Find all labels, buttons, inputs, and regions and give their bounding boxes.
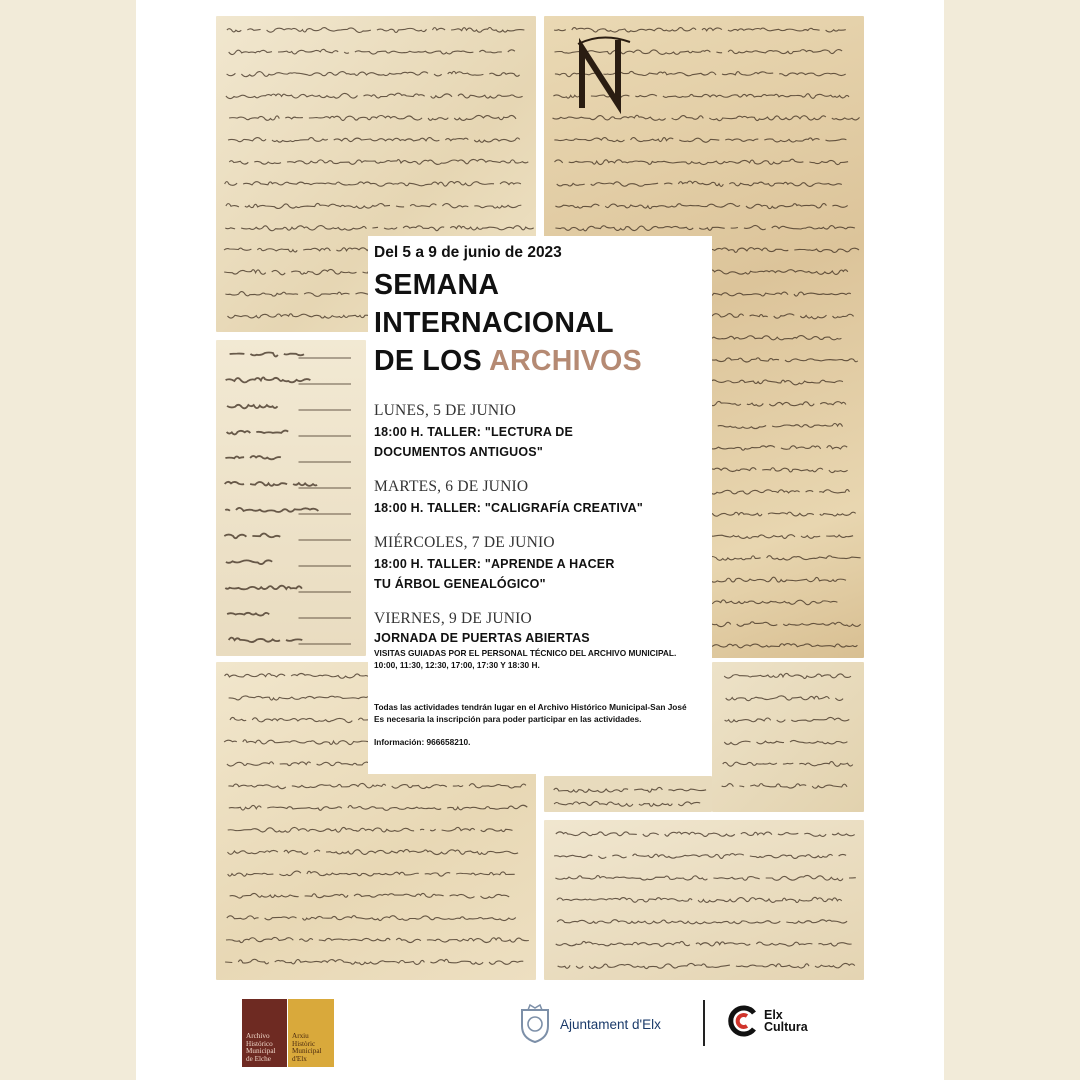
illuminated-initial (572, 28, 642, 118)
handwriting-stroke (555, 159, 855, 164)
handwriting-stroke (225, 181, 521, 186)
handwriting-stroke (554, 787, 706, 792)
archivo-logo-va (288, 999, 334, 1067)
schedule-activity (374, 498, 706, 518)
handwriting-stroke (554, 801, 700, 806)
archivo-historico-logo (242, 999, 334, 1067)
handwriting-stroke (225, 226, 533, 231)
handwriting-stroke (724, 740, 853, 744)
manuscript-image-ledger (216, 340, 366, 656)
handwriting-stroke (726, 696, 843, 701)
handwriting-stroke (557, 181, 848, 186)
detail-line: VISITAS GUIADAS POR EL PERSONAL TÉCNICO DEL ARCHIVO MUNICIPAL. (374, 648, 677, 658)
handwriting-stroke (228, 783, 526, 788)
logo-text: Elx (764, 1008, 783, 1022)
activity-line: DOCUMENTOS ANTIGUOS" (374, 445, 543, 459)
handwriting-stroke (226, 203, 521, 208)
handwriting-stroke (226, 937, 529, 942)
handwriting-stroke (556, 941, 858, 946)
handwriting-stroke (225, 586, 302, 590)
handwriting-stroke (723, 762, 853, 767)
handwriting-stroke (225, 482, 317, 486)
archivo-logo-es (242, 999, 287, 1067)
handwriting-stroke (228, 871, 521, 876)
handwriting-stroke (230, 893, 516, 898)
schedule-activity (374, 554, 706, 594)
logo-divider (703, 1000, 705, 1046)
handwriting-stroke (227, 613, 269, 616)
logo-text: Municipal (246, 1047, 276, 1055)
handwriting-stroke (229, 638, 303, 642)
handwriting-lines (544, 820, 864, 980)
activity-line: 18:00 H. TALLER: "APRENDE A HACER (374, 557, 615, 571)
title-line (374, 342, 706, 380)
handwriting-stroke (227, 916, 516, 921)
handwriting-stroke (557, 897, 842, 902)
handwriting-stroke (226, 93, 523, 98)
handwriting-stroke (225, 959, 523, 964)
logo-text: Cultura (764, 1020, 808, 1034)
event-info-card (368, 236, 712, 774)
title-accent: ARCHIVOS (489, 345, 642, 377)
handwriting-stroke (558, 963, 855, 968)
handwriting-stroke (555, 225, 855, 230)
schedule-detail (374, 647, 706, 671)
handwriting-stroke (555, 875, 855, 880)
handwriting-lines (544, 776, 712, 812)
handwriting-stroke (227, 431, 289, 435)
handwriting-stroke (228, 827, 519, 832)
handwriting-stroke (227, 71, 526, 76)
title-line: INTERNACIONAL (374, 307, 614, 339)
note-line: Todas las actividades tendrán lugar en el Archivo Histórico Municipal-San José (374, 702, 687, 712)
activity-line: 18:00 H. TALLER: "CALIGRAFÍA CREATIVA" (374, 501, 643, 515)
logo-text: Archivo (246, 1032, 270, 1040)
title-prefix: DE LOS (374, 345, 490, 377)
manuscript-image-mid-small (544, 776, 712, 812)
handwriting-stroke (725, 717, 850, 722)
title-line: SEMANA (374, 269, 500, 301)
logo-text: d'Elx (292, 1054, 307, 1063)
handwriting-stroke (229, 159, 528, 164)
handwriting-stroke (229, 49, 515, 54)
logo-text: Municipal (292, 1047, 322, 1055)
handwriting-stroke (227, 27, 525, 32)
note-line: Es necesaria la inscripción para poder participar en las actividades. (374, 714, 642, 724)
ajuntament-logo (518, 1004, 661, 1044)
logo-text: de Elche (246, 1054, 271, 1063)
event-dates: Del 5 a 9 de junio de 2023 (374, 244, 562, 261)
handwriting-stroke (228, 138, 526, 143)
handwriting-stroke (554, 854, 846, 859)
handwriting-stroke (556, 832, 855, 837)
elx-cultura-logo (726, 1004, 808, 1038)
logo-text: Histórico (246, 1039, 273, 1048)
schedule-day: VIERNES, 9 DE JUNIO (374, 610, 532, 627)
manuscript-image-mid-right (712, 662, 864, 812)
schedule-day: MIÉRCOLES, 7 DE JUNIO (374, 534, 555, 551)
schedule-day: LUNES, 5 DE JUNIO (374, 402, 517, 419)
handwriting-stroke (554, 138, 846, 143)
logo-text: Arxiu (292, 1032, 309, 1040)
handwriting-stroke (555, 203, 847, 208)
elx-cultura-icon (726, 1004, 760, 1038)
handwriting-stroke (224, 534, 286, 539)
handwriting-stroke (229, 805, 528, 810)
ledger-numbers (216, 340, 366, 656)
handwriting-stroke (227, 405, 278, 409)
handwriting-stroke (228, 850, 519, 855)
elx-cultura-text (764, 1009, 808, 1033)
handwriting-stroke (226, 560, 272, 564)
activity-line: TU ÁRBOL GENEALÓGICO" (374, 577, 546, 591)
event-notes (374, 701, 706, 725)
handwriting-stroke (225, 456, 281, 459)
schedule-activity: JORNADA DE PUERTAS ABIERTAS (374, 631, 590, 645)
logo-text: Històric (292, 1039, 316, 1048)
handwriting-stroke (229, 115, 522, 120)
schedule-day: MARTES, 6 DE JUNIO (374, 478, 529, 495)
handwriting-stroke (557, 920, 847, 924)
handwriting-stroke (724, 673, 851, 678)
contact-info: Información: 966658210. (374, 737, 471, 747)
city-crest-icon (518, 1004, 552, 1044)
handwriting-stroke (225, 508, 318, 512)
manuscript-image-bottom-right (544, 820, 864, 980)
event-title (374, 266, 706, 380)
schedule-activity (374, 422, 706, 462)
handwriting-stroke (226, 377, 317, 382)
activity-line: 18:00 H. TALLER: "LECTURA DE (374, 425, 574, 439)
handwriting-stroke (230, 353, 304, 357)
handwriting-lines (712, 662, 864, 812)
detail-line: 10:00, 11:30, 12:30, 17:00, 17:30 Y 18:30 H. (374, 660, 540, 670)
handwriting-stroke (722, 784, 853, 789)
ajuntament-name: Ajuntament d'Elx (560, 1016, 661, 1032)
